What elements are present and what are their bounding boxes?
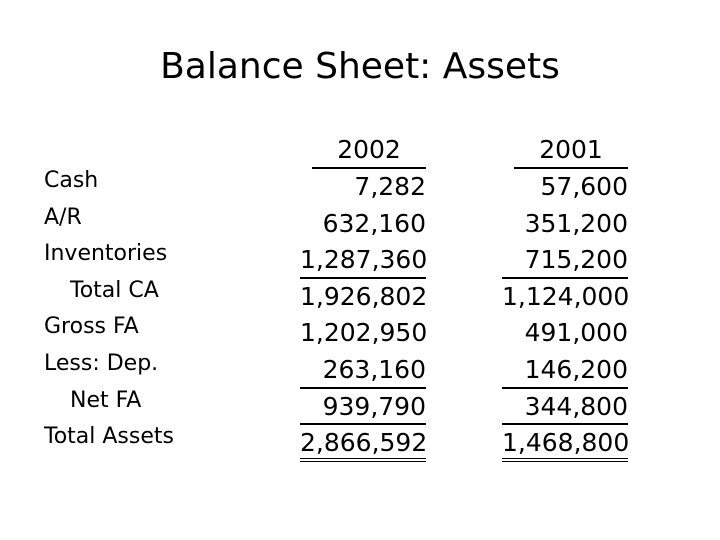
- label-total-ca: Total CA: [70, 277, 159, 303]
- label-less-dep: Less: Dep.: [44, 350, 159, 376]
- label-total-assets: Total Assets: [44, 424, 174, 450]
- cell-2002-net-fa: 939,790: [300, 389, 426, 426]
- label-inventories: Inventories: [44, 241, 168, 267]
- label-gross-fa: Gross FA: [44, 314, 139, 340]
- cell-2002-inventories: 1,287,360: [300, 242, 426, 279]
- cell-2002-ar: 632,160: [322, 208, 426, 238]
- cell-2002-gross-fa: 1,202,950: [300, 318, 428, 348]
- page-title: Balance Sheet: Assets: [160, 46, 560, 87]
- cell-2001-less-dep: 146,200: [502, 352, 628, 389]
- cell-2002-cash: 7,282: [354, 172, 426, 201]
- label-ar: A/R: [44, 204, 82, 230]
- column-2001: [502, 133, 628, 462]
- cell-2001-total-ca: 1,124,000: [502, 281, 630, 311]
- label-cash: Cash: [44, 168, 99, 193]
- cell-2001-inventories: 715,200: [502, 242, 628, 279]
- cell-2002-total-ca: 1,926,802: [300, 281, 428, 311]
- cell-2001-ar: 351,200: [524, 208, 628, 238]
- cell-2002-less-dep: 263,160: [300, 352, 426, 389]
- column-header-2001: 2001: [514, 133, 628, 169]
- cell-2001-net-fa: 344,800: [502, 389, 628, 426]
- label-net-fa: Net FA: [70, 387, 142, 413]
- cell-2002-total-assets: 2,866,592: [300, 425, 426, 462]
- cell-2001-gross-fa: 491,000: [524, 318, 628, 348]
- column-2002: [300, 133, 426, 462]
- column-header-2002: 2002: [312, 133, 426, 169]
- row-labels: [44, 163, 174, 456]
- cell-2001-total-assets: 1,468,800: [502, 425, 628, 462]
- cell-2001-cash: 57,600: [540, 172, 628, 201]
